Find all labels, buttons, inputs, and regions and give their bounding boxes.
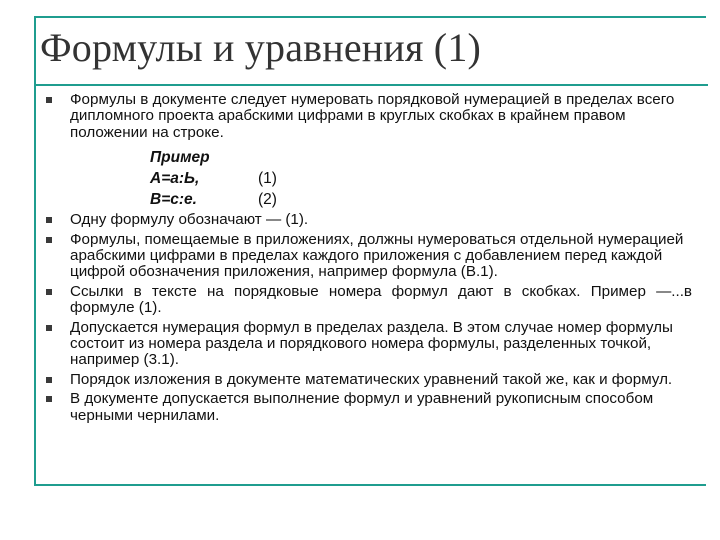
left-rule — [34, 84, 36, 484]
list-item-text: В документе допускается выполнение формул и уравнений рукописным способом черными чернилами. — [70, 390, 654, 424]
example-formula: А=а:Ь, — [150, 170, 200, 188]
list-item — [46, 232, 692, 281]
list-item-text: Формулы, помещаемые в приложениях, должны нумероваться отдельной нумерацией арабскими цифрами в пределах каждого приложения с добавлением перед каждой цифрой обозначения приложения, например формула (В.1). — [70, 230, 684, 281]
list-item — [46, 92, 692, 141]
list-item — [46, 391, 692, 424]
example-label: Пример — [150, 149, 210, 167]
example-line — [150, 189, 692, 210]
square-bullet-icon — [46, 377, 52, 383]
list-item — [46, 320, 692, 369]
square-bullet-icon — [46, 325, 52, 331]
square-bullet-icon — [46, 396, 52, 402]
example-formula: В=с:е. — [150, 191, 197, 209]
list-item-text: Допускается нумерация формул в пределах раздела. В этом случае номер формулы состоит из номера раздела и порядкового номера формулы, разделенных точкой, например (3.1). — [70, 318, 673, 369]
square-bullet-icon — [46, 217, 52, 223]
list-item-text: Порядок изложения в документе математических уравнений такой же, как и формул. — [70, 370, 673, 388]
square-bullet-icon — [46, 289, 52, 295]
square-bullet-icon — [46, 237, 52, 243]
example-line — [150, 168, 692, 189]
bottom-rule — [34, 484, 706, 486]
list-item — [46, 212, 692, 228]
example-formula-number: (1) — [258, 170, 277, 188]
square-bullet-icon — [46, 97, 52, 103]
formula-example — [46, 147, 692, 210]
list-item-text: Ссылки в тексте на порядковые номера формул дают в скобках. Пример —...в формуле (1). — [70, 282, 692, 317]
list-item-text: Одну формулу обозначают — (1). — [70, 211, 309, 229]
example-formula-number: (2) — [258, 191, 277, 209]
list-item — [46, 372, 692, 388]
list-item — [46, 284, 692, 317]
slide-body — [46, 92, 692, 427]
slide-title: Формулы и уравнения (1) — [40, 25, 482, 70]
list-item-text: Формулы в документе следует нумеровать порядковой нумерацией в пределах всего дипломного проекта арабскими цифрами в круглых скобках в крайнем правом положении на строке. — [70, 91, 675, 141]
